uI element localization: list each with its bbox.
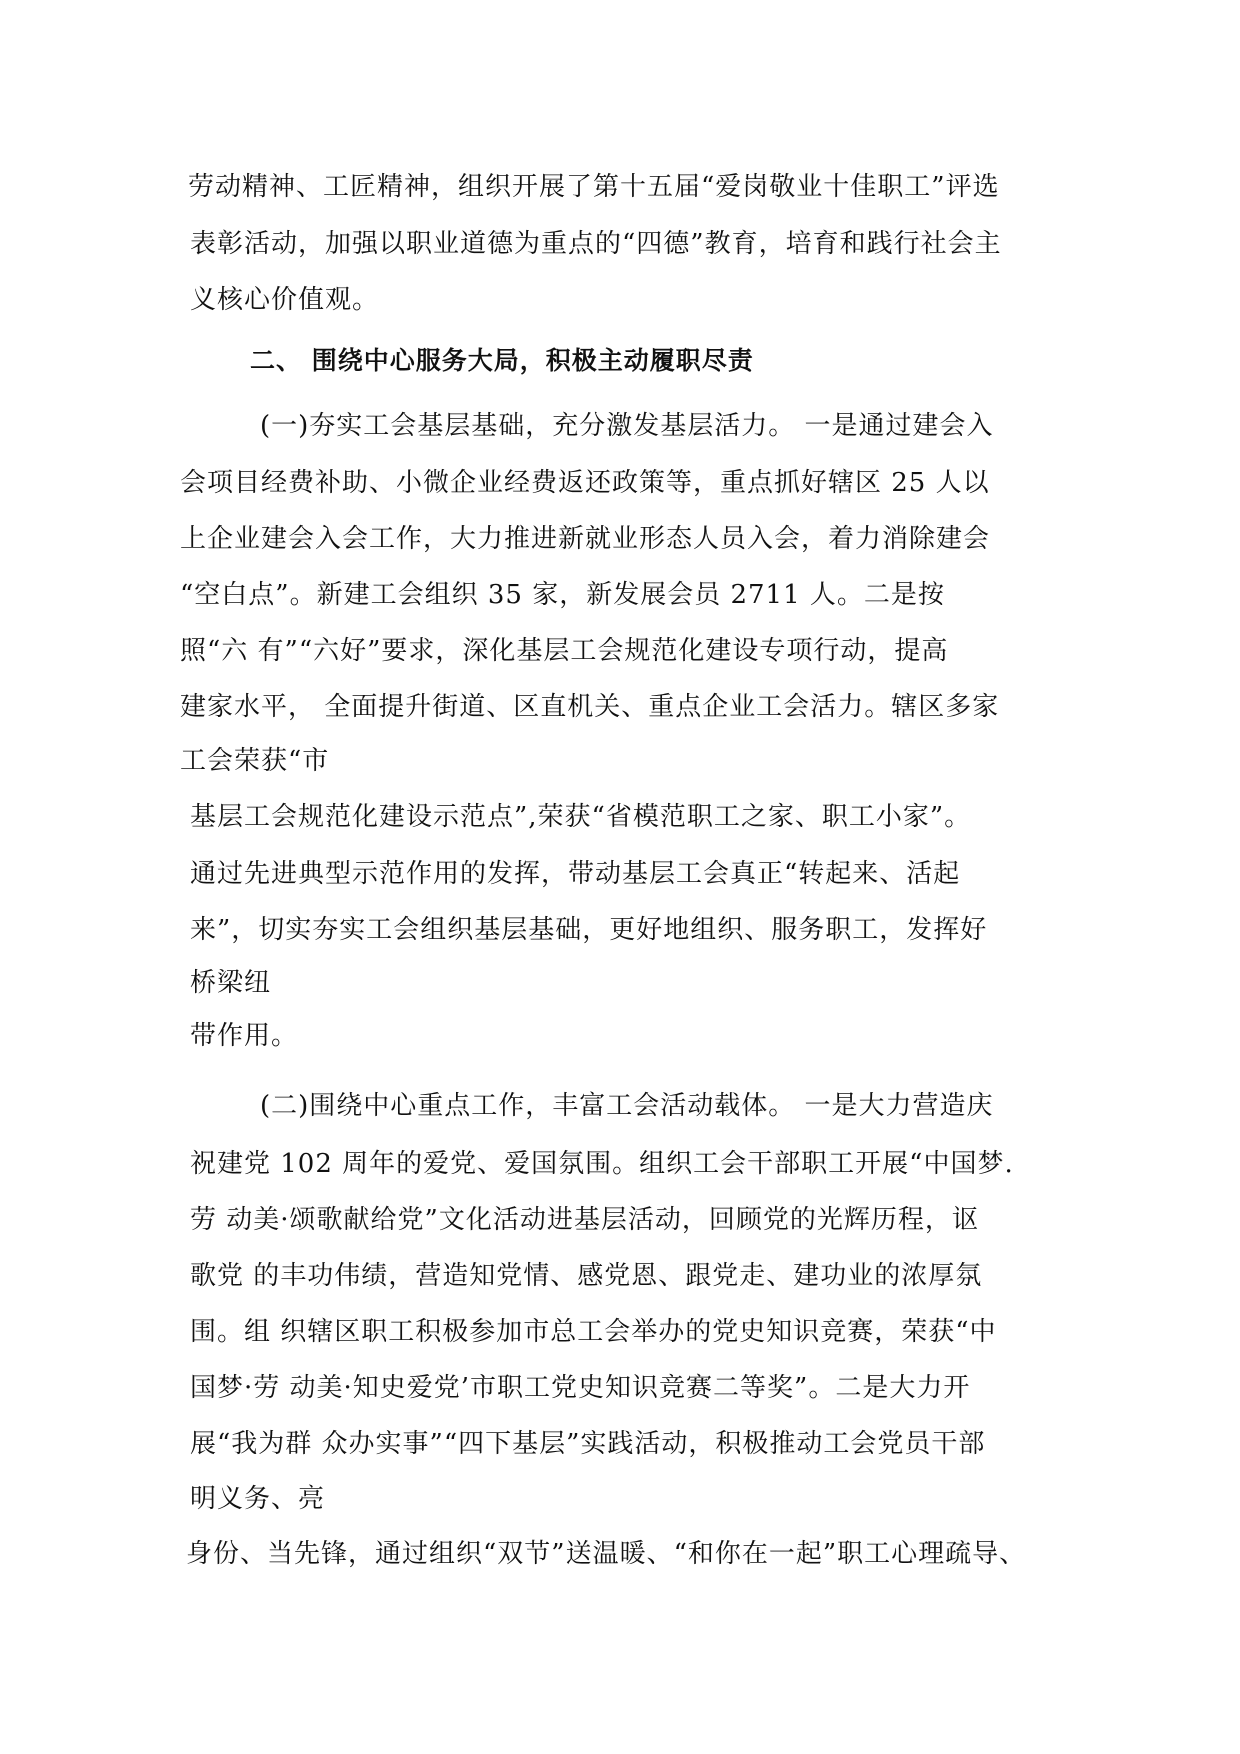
text-line-3: 义核心价值观。 [190,285,380,315]
text-line-11: 工会荣获“市 [180,746,330,776]
text-line-23: 展“我为群 众办实事”“四下基层”实践活动，积极推动工会党员干部 [190,1429,986,1459]
text-line-8: “空白点”。新建工会组织 35 家，新发展会员 2711 人。二是按 [180,580,945,610]
text-line-19: 劳 动美·颂歌献给党”文化活动进基层活动，回顾党的光辉历程，讴 [190,1205,979,1235]
text-line-1: 劳动精神、工匠精神，组织开展了第十五届“爱岗敬业十佳职工”评选 [188,172,1000,202]
text-line-12: 基层工会规范化建设示范点”,荣获“省模范职工之家、职工小家”。 [190,802,972,832]
text-line-14: 来”，切实夯实工会组织基层基础，更好地组织、服务职工，发挥好 [190,915,988,945]
text-line-24: 明义务、亮 [190,1484,326,1514]
text-line-22: 国梦·劳 动美·知史爱党’市职工党史知识竞赛二等奖”。二是大力开 [190,1373,971,1403]
text-line-5: (一)夯实工会基层基础，充分激发基层活力。 一是通过建会入 [260,411,994,441]
text-line-15: 桥梁纽 [190,968,272,998]
text-line-13: 通过先进典型示范作用的发挥，带动基层工会真正“转起来、活起 [190,859,961,889]
text-line-20: 歌党 的丰功伟绩，营造知党情、感党恩、跟党走、建功业的浓厚氛 [190,1261,983,1291]
section-heading: 二、 围绕中心服务大局，积极主动履职尽责 [250,346,754,375]
text-line-6: 会项目经费补助、小微企业经费返还政策等，重点抓好辖区 25 人以 [180,468,990,498]
text-line-18: 祝建党 102 周年的爱党、爱国氛围。组织工会干部职工开展“中国梦. [190,1149,1014,1179]
text-line-21: 围。组 织辖区职工积极参加市总工会举办的党史知识竞赛，荣获“中 [190,1317,997,1347]
text-line-9: 照“六 有”“六好”要求，深化基层工会规范化建设专项行动，提高 [180,636,949,666]
text-line-16: 带作用。 [190,1021,299,1051]
text-line-2: 表彰活动，加强以职业道德为重点的“四德”教育，培育和践行社会主 [190,229,1002,259]
text-line-17: (二)围绕中心重点工作，丰富工会活动载体。 一是大力营造庆 [260,1091,994,1121]
text-line-10: 建家水平， 全面提升街道、区直机关、重点企业工会活力。辖区多家 [180,692,1000,722]
text-line-25: 身份、当先锋，通过组织“双节”送温暖、“和你在一起”职工心理疏导、 [186,1539,1027,1569]
text-line-7: 上企业建会入会工作，大力推进新就业形态人员入会，着力消除建会 [180,524,991,554]
